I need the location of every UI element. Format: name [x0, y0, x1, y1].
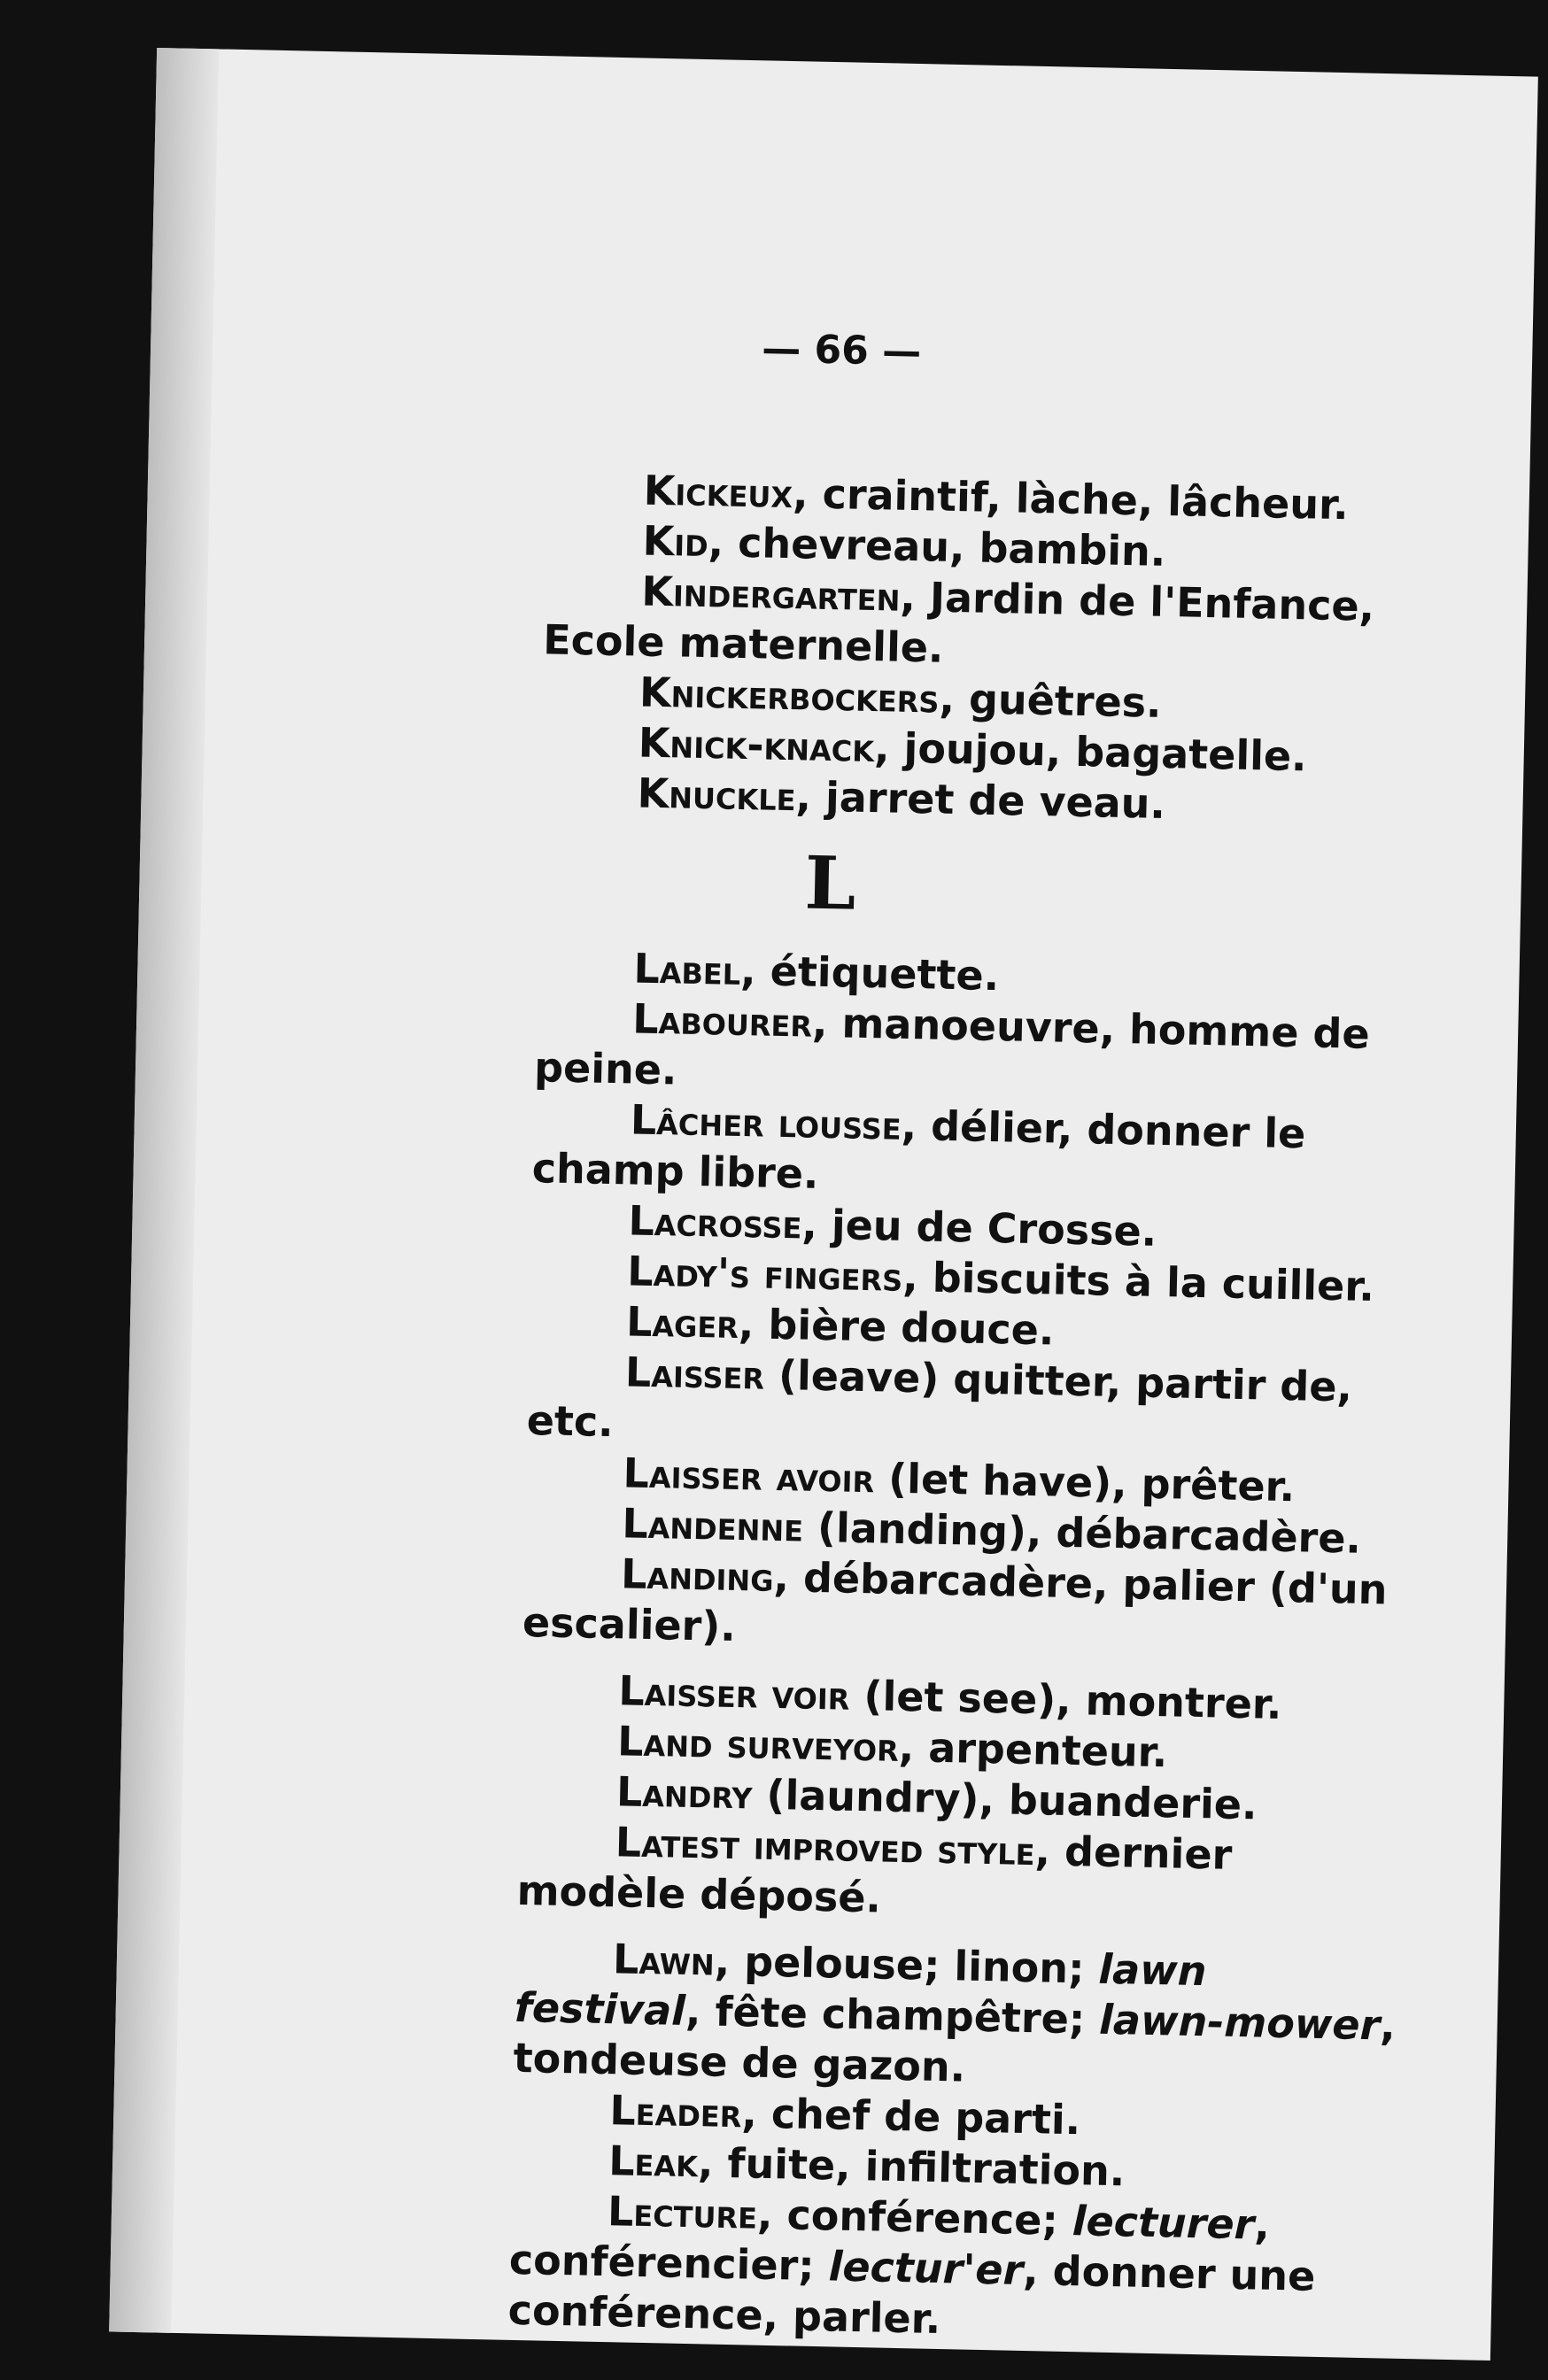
entry-headword: Landry: [615, 1767, 754, 1819]
entry-definition-italic: lawn festival: [514, 1944, 1208, 2035]
entry-definition-italic: lawn-mower: [1098, 1995, 1381, 2050]
entry-headword: Leak: [608, 2137, 699, 2187]
entry-headword: Lager: [625, 1297, 739, 1348]
entry-definition-part: , conférence;: [756, 2190, 1073, 2245]
k-entries: [539, 463, 1432, 835]
entry-headword: Laisser avoir: [623, 1449, 875, 1503]
book-page: [109, 48, 1538, 2361]
dictionary-entry: [534, 992, 1421, 1111]
entry-definition: , chevreau, bambin.: [708, 518, 1166, 576]
entry-definition-part: , pelouse; linon;: [714, 1936, 1100, 1993]
entry-headword: Leader: [608, 2086, 743, 2137]
entry-definition: , étiquette.: [739, 946, 1000, 1001]
dictionary-entry: [507, 2184, 1396, 2354]
entry-definition-italic: lectur'er: [828, 2242, 1024, 2294]
entry-headword: Laisser: [624, 1348, 765, 1399]
section-letter-heading: L: [803, 840, 857, 927]
entry-definition: , délier, donner le champ libre.: [531, 1101, 1306, 1198]
dictionary-entry: [516, 1815, 1404, 1935]
dictionary-entry: [522, 1547, 1409, 1666]
entry-definition: , biscuits à la cuiller.: [902, 1252, 1375, 1311]
dictionary-entry: [531, 1093, 1419, 1212]
entry-definition: , manoeuvre, homme de peine.: [533, 998, 1371, 1094]
entry-headword: Lâcher lousse: [630, 1095, 902, 1149]
entry-definition: , Jardin de l'Enfance, Ecole maternelle.: [542, 572, 1375, 672]
entry-definition: , chef de parti.: [740, 2089, 1081, 2144]
entry-definition: (landing), débarcadère.: [802, 1503, 1362, 1563]
entry-headword: Lacrosse: [628, 1196, 803, 1248]
entry-definition: , jeu de Crosse.: [801, 1200, 1157, 1256]
entry-headword: Kid: [642, 516, 709, 567]
entry-definition: (leave) quitter, partir de, etc.: [526, 1350, 1353, 1447]
dictionary-entry: [526, 1345, 1413, 1464]
entry-definition-part: , conférencier;: [508, 2200, 1271, 2291]
entry-headword: Label: [632, 944, 741, 994]
entry-headword: Labourer: [631, 994, 813, 1047]
entry-headword: Knickerbockers: [639, 668, 940, 722]
entry-headword: Laisser voir: [617, 1666, 851, 1719]
page-binding-edge: [109, 48, 219, 2333]
page-number: — 66 —: [761, 326, 922, 375]
entry-definition: (let see), montrer.: [848, 1671, 1283, 1728]
entry-definition: (laundry), buanderie.: [751, 1770, 1258, 1829]
entry-definition: , arpenteur.: [898, 1722, 1168, 1777]
entry-definition: , joujou, bagatelle.: [873, 723, 1308, 781]
entry-headword: Land surveyor: [616, 1717, 900, 1771]
entry-definition: , dernier modèle déposé.: [516, 1827, 1233, 1922]
entry-headword: Lawn: [612, 1935, 716, 1985]
entry-headword: Latest improved style: [615, 1818, 1036, 1875]
entry-headword: Lady's fingers: [626, 1247, 903, 1301]
entry-headword: Landing: [620, 1549, 775, 1601]
entry-headword: Kickeux: [643, 466, 793, 518]
entry-headword: Landenne: [621, 1499, 804, 1551]
entry-definition-part: , donner une conférence, parler.: [507, 2245, 1316, 2344]
entry-definition-italic: lecturer: [1072, 2197, 1255, 2249]
entry-headword: Kindergarten: [640, 567, 902, 621]
entry-definition: , fuite, infiltration.: [697, 2138, 1126, 2196]
entry-definition: , guêtres.: [938, 674, 1163, 727]
l-entries: [507, 941, 1422, 2354]
entry-headword: Knuckle: [637, 769, 797, 821]
entry-definition: , jarret de veau.: [795, 772, 1166, 828]
entry-headword: Lecture: [607, 2187, 758, 2238]
entry-definition: , débarcadère, palier (d'un escalier).: [522, 1552, 1388, 1651]
entry-definition: (let have), prêter.: [873, 1454, 1296, 1511]
dictionary-entry: [543, 564, 1430, 684]
entry-definition-part: , tondeuse de gazon.: [513, 2001, 1397, 2091]
dictionary-entry: [513, 1932, 1401, 2102]
entry-definition: , bière douce.: [738, 1300, 1055, 1355]
entry-definition: , craintif, làche, lâcheur.: [792, 469, 1350, 529]
entry-headword: Knick-knack: [638, 718, 875, 772]
entry-definition-part: , fête champêtre;: [685, 1986, 1100, 2044]
